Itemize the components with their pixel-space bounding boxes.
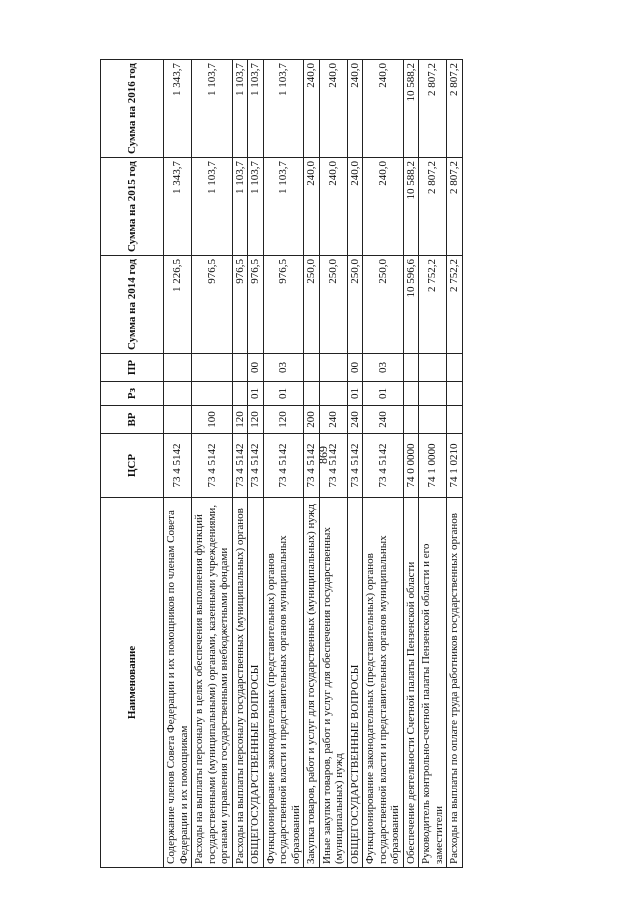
table-row [363,60,404,868]
rotated-table-inner [100,60,566,868]
cell-name: Расходы на выплаты персоналу в целях обеспечения выполнения функций государственными (муниципальными) органами, казенными учреждениями, органами управления государственными внебюджетными фондами [192,498,233,868]
cell-csr: 73 4 5142 [363,434,404,498]
cell-sum-2016: 1 103,7 [248,60,264,158]
cell-rz [403,382,419,406]
cell-name: Обеспечение деятельности Счетной палаты Пензенской области [403,498,419,868]
cell-sum-2014: 976,5 [232,256,248,354]
cell-pr: 00 [248,354,264,382]
cell-name: Функционирование законодательных (представительных) органов государственной власти и представительных органов муниципальных образований [263,498,304,868]
header-name: Наименование [101,498,164,868]
table-row [419,60,447,868]
cell-name: Функционирование законодательных (представительных) органов государственной власти и представительных органов муниципальных образований [363,498,404,868]
cell-vr: 240 [347,406,363,434]
table-row [192,60,233,868]
cell-vr [403,406,419,434]
cell-sum-2014: 250,0 [347,256,363,354]
cell-pr [419,354,447,382]
cell-csr: 74 0 0000 [403,434,419,498]
cell-sum-2016: 1 103,7 [192,60,233,158]
header-sum-2016: Сумма на 2016 год [101,60,164,158]
cell-sum-2014: 250,0 [304,256,320,354]
cell-csr: 74 1 0000 [419,434,447,498]
cell-sum-2015: 1 103,7 [248,158,264,256]
cell-vr: 120 [263,406,304,434]
cell-csr: 73 4 5142 [347,434,363,498]
cell-name: Закупка товаров, работ и услуг для государственных (муниципальных) нужд [304,498,320,868]
cell-sum-2014: 10 596,6 [403,256,419,354]
cell-sum-2015: 240,0 [319,158,347,256]
cell-vr [447,406,463,434]
cell-vr [419,406,447,434]
cell-pr [164,354,192,382]
table-row [164,60,192,868]
header-vr: ВР [101,406,164,434]
cell-sum-2016: 1 103,7 [232,60,248,158]
table-row [232,60,248,868]
table-row [403,60,419,868]
cell-sum-2015: 10 588,2 [403,158,419,256]
cell-pr: 03 [263,354,304,382]
cell-pr [447,354,463,382]
cell-sum-2016: 2 807,2 [419,60,447,158]
cell-sum-2016: 240,0 [363,60,404,158]
cell-name: Содержание членов Совета Федерации и их помощников по членам Совета Федерации и их помощникам [164,498,192,868]
table-row [319,60,347,868]
header-rz: Рз [101,382,164,406]
header-pr: ПР [101,354,164,382]
cell-sum-2016: 240,0 [304,60,320,158]
cell-vr: 120 [232,406,248,434]
cell-sum-2015: 1 103,7 [232,158,248,256]
cell-sum-2014: 2 752,2 [419,256,447,354]
cell-sum-2014: 1 226,5 [164,256,192,354]
cell-vr: 240 [363,406,404,434]
cell-name: ОБЩЕГОСУДАРСТВЕННЫЕ ВОПРОСЫ [248,498,264,868]
cell-rz [192,382,233,406]
cell-sum-2016: 240,0 [347,60,363,158]
header-sum-2014: Сумма на 2014 год [101,256,164,354]
cell-pr: 03 [363,354,404,382]
cell-csr: 73 4 5142 [304,434,320,498]
header-csr: ЦСР [101,434,164,498]
cell-rz: 01 [263,382,304,406]
cell-rz [304,382,320,406]
cell-vr: 240 [319,406,347,434]
cell-name: Расходы на выплаты персоналу государственных (муниципальных) органов [232,498,248,868]
cell-csr: 73 4 5142 [192,434,233,498]
cell-sum-2015: 2 807,2 [447,158,463,256]
cell-rz: 01 [347,382,363,406]
cell-csr: 74 1 0210 [447,434,463,498]
cell-sum-2014: 2 752,2 [447,256,463,354]
cell-name: Иные закупки товаров, работ и услуг для обеспечения государственных (муниципальных) нужд [319,498,347,868]
cell-sum-2014: 250,0 [319,256,347,354]
cell-csr: 73 4 5142 [232,434,248,498]
cell-pr [403,354,419,382]
cell-sum-2015: 1 103,7 [263,158,304,256]
header-sum-2015: Сумма на 2015 год [101,158,164,256]
cell-vr: 200 [304,406,320,434]
cell-sum-2016: 10 588,2 [403,60,419,158]
cell-csr: 73 4 5142 [319,434,347,498]
cell-sum-2015: 240,0 [347,158,363,256]
cell-vr: 100 [192,406,233,434]
cell-sum-2015: 1 103,7 [192,158,233,256]
cell-sum-2015: 1 343,7 [164,158,192,256]
page-number: 869 [315,446,330,464]
cell-rz [232,382,248,406]
cell-vr: 120 [248,406,264,434]
cell-name: Руководитель контрольно-счетной палаты Пензенской области и его заместители [419,498,447,868]
cell-pr [319,354,347,382]
table-row [304,60,320,868]
rotated-table-wrapper [100,60,566,868]
cell-rz [319,382,347,406]
cell-sum-2015: 240,0 [304,158,320,256]
cell-sum-2016: 2 807,2 [447,60,463,158]
cell-sum-2015: 2 807,2 [419,158,447,256]
table-row [248,60,264,868]
cell-name: ОБЩЕГОСУДАРСТВЕННЫЕ ВОПРОСЫ [347,498,363,868]
cell-sum-2014: 250,0 [363,256,404,354]
cell-csr: 73 4 5142 [248,434,264,498]
table-header-row [101,60,164,868]
cell-rz [419,382,447,406]
table-row [263,60,304,868]
cell-rz [447,382,463,406]
cell-csr: 73 4 5142 [164,434,192,498]
cell-sum-2016: 1 103,7 [263,60,304,158]
cell-vr [164,406,192,434]
cell-sum-2014: 976,5 [248,256,264,354]
cell-pr: 00 [347,354,363,382]
cell-sum-2016: 1 343,7 [164,60,192,158]
cell-pr [232,354,248,382]
cell-rz [164,382,192,406]
cell-csr: 73 4 5142 [263,434,304,498]
table-row [447,60,463,868]
cell-sum-2015: 240,0 [363,158,404,256]
budget-table [100,59,463,868]
cell-sum-2014: 976,5 [263,256,304,354]
table-row [347,60,363,868]
cell-name: Расходы на выплаты по оплате труда работников государственных органов [447,498,463,868]
cell-sum-2016: 240,0 [319,60,347,158]
cell-sum-2014: 976,5 [192,256,233,354]
cell-pr [192,354,233,382]
cell-rz: 01 [363,382,404,406]
cell-rz: 01 [248,382,264,406]
cell-pr [304,354,320,382]
